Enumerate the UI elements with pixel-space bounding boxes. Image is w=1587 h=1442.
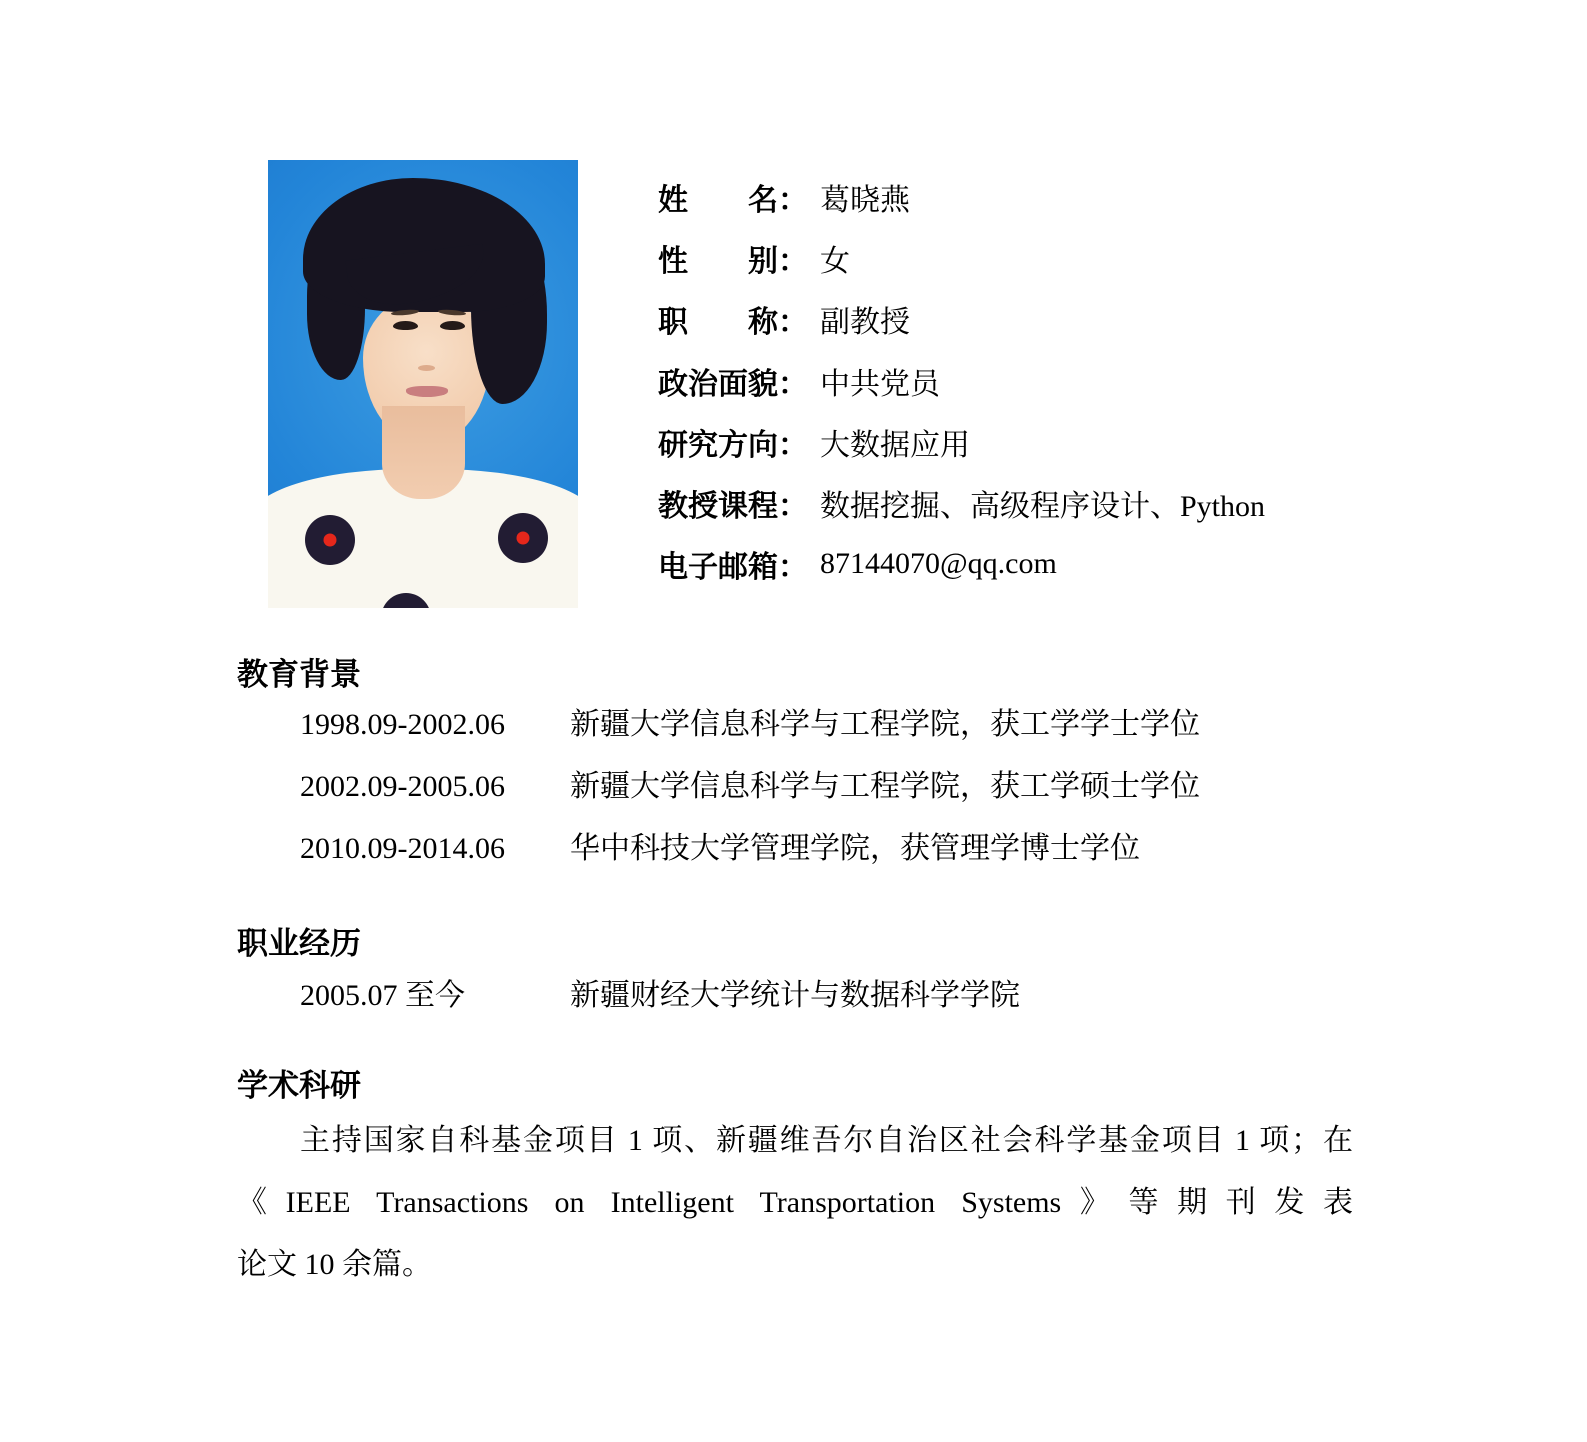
section-title-education: 教育背景 [237, 657, 361, 692]
field-value: 大数据应用 [820, 428, 970, 462]
field-label: 性 别： [658, 244, 808, 278]
photo-neck [382, 406, 465, 499]
education-entry [300, 694, 1200, 756]
photo-nose [418, 365, 435, 371]
info-row-name [658, 166, 1265, 227]
entry-detail: 新疆大学信息科学与工程学院，获工学学士学位 [570, 708, 1200, 741]
info-row-research-direction [658, 411, 1265, 472]
field-label: 政治面貌： [658, 367, 808, 401]
field-label: 电子邮箱： [658, 551, 808, 585]
entry-period: 1998.09-2002.06 [300, 708, 505, 741]
personal-info-list [658, 166, 1265, 595]
field-value: 数据挖掘、高级程序设计、Python [820, 490, 1266, 524]
field-label: 姓 名： [658, 183, 808, 217]
section-title-research: 学术科研 [237, 1068, 361, 1103]
education-entries [300, 694, 1200, 880]
field-label: 职 称： [658, 306, 808, 340]
info-row-gender [658, 227, 1265, 288]
research-line: 《IEEE Transactions on Intelligent Transportation Systems》等期刊发表 [237, 1186, 1353, 1219]
career-entries [300, 965, 1020, 1027]
career-entry [300, 965, 1020, 1027]
field-value: 中共党员 [820, 367, 940, 401]
field-label: 教授课程： [658, 490, 808, 524]
research-line: 主持国家自科基金项目 1 项、新疆维吾尔自治区社会科学基金项目 1 项；在 [300, 1124, 1353, 1157]
entry-period: 2005.07 至今 [300, 979, 465, 1012]
info-row-email [658, 534, 1265, 595]
entry-detail: 新疆财经大学统计与数据科学学院 [570, 979, 1020, 1012]
research-line: 论文 10 余篇。 [237, 1248, 432, 1281]
field-label: 研究方向： [658, 428, 808, 462]
field-value: 葛晓燕 [820, 183, 910, 217]
entry-detail: 华中科技大学管理学院，获管理学博士学位 [570, 832, 1140, 865]
photo-eye-left [393, 321, 418, 330]
photo-mouth [406, 386, 448, 397]
photo-eye-right [440, 321, 465, 330]
photo-dot-red-center [517, 532, 530, 545]
education-entry [300, 818, 1200, 880]
info-row-political-status [658, 350, 1265, 411]
photo-shirt-dot-right [498, 513, 548, 563]
photo-shirt-dot-left [305, 515, 355, 565]
education-entry [300, 756, 1200, 818]
portrait-photo [268, 160, 578, 608]
research-paragraph [237, 1110, 1353, 1296]
email-value: 87144070@qq.com [820, 547, 1057, 581]
photo-dot-red-center [324, 534, 337, 547]
section-title-career: 职业经历 [237, 926, 361, 961]
entry-period: 2010.09-2014.06 [300, 832, 505, 865]
entry-detail: 新疆大学信息科学与工程学院，获工学硕士学位 [570, 770, 1200, 803]
entry-period: 2002.09-2005.06 [300, 770, 505, 803]
field-value: 女 [820, 244, 850, 278]
info-row-courses [658, 472, 1265, 533]
info-row-title [658, 289, 1265, 350]
field-value: 副教授 [820, 306, 910, 340]
